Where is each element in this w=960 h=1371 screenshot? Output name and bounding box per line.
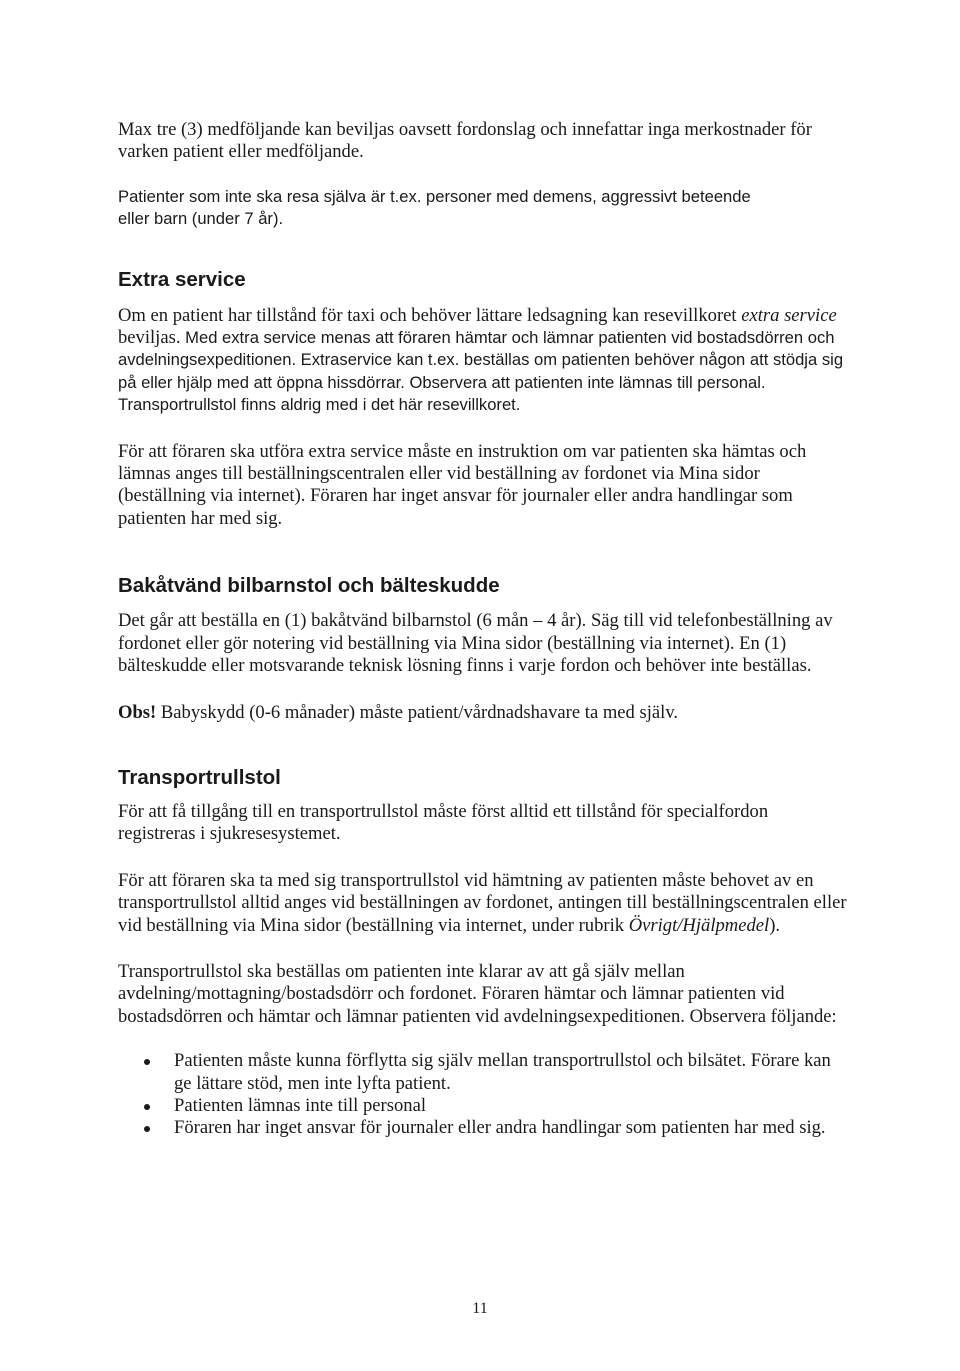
wheelchair-emphasis: Övrigt/Hjälpmedel: [628, 914, 770, 936]
extra-service-paragraph-1: [118, 305, 848, 417]
list-item-text: Föraren har inget ansvar för journaler eller andra handlingar som patienten har med sig.: [174, 1117, 826, 1139]
list-item: [118, 1095, 848, 1117]
intro-text-sans: Patienter som inte ska resa själva är t.ex. personer med demens, aggressivt beteende: [118, 186, 751, 206]
extra-service-text-c: Med extra service menas att föraren hämtar och lämnar patienten vid bostadsdörren och avdelningsexpeditionen. Extraservice kan t.ex. beställas om patienten behöver någon att stödja sig på eller hjälp med att öppna hissdörrar. Observera att patienten inte lämnas till personal. Transportrullstol finns aldrig med i det här resevillkoret.: [118, 328, 844, 415]
wheelchair-text-a: För att föraren ska ta med sig transportrullstol vid hämtning av patienten måste behovet av en transportrullstol alltid anges vid beställningen av fordonet, antingen till beställningscentralen eller vid beställning via Mina sidor (beställning via internet, under rubrik: [118, 869, 847, 936]
wheelchair-paragraph-1: För att få tillgång till en transportrullstol måste först alltid ett tillstånd för specialfordon registreras i sjukresesystemet.: [118, 800, 769, 845]
extra-service-heading: Extra service: [118, 267, 246, 291]
bullet-icon: [144, 1126, 150, 1132]
page-number: 11: [472, 1300, 488, 1317]
wheelchair-heading: Transportrullstol: [118, 765, 281, 789]
obs-paragraph: [118, 702, 848, 724]
child-seat-heading: Bakåtvänd bilbarnstol och bälteskudde: [118, 574, 500, 598]
extra-service-text-b: beviljas.: [118, 327, 181, 349]
extra-service-text-a: Om en patient har tillstånd för taxi och behöver lättare ledsagning kan resevillkoret: [118, 304, 737, 326]
list-item-text: Patienten lämnas inte till personal: [174, 1094, 426, 1116]
intro-paragraph-companions: Max tre (3) medföljande kan beviljas oavsett fordonslag och innefattar inga merkostnader för varken patient eller medföljande.: [118, 119, 812, 163]
intro-paragraph-patients: [118, 186, 848, 231]
extra-service-paragraph-2: För att föraren ska utföra extra service måste en instruktion om var patienten ska hämtas och lämnas anges till beställningscentralen eller vid beställning av fordonet via Mina sidor (beställning via internet). Föraren har inget ansvar för journaler eller andra handlingar som patienten har med sig.: [118, 440, 807, 529]
obs-text: Babyskydd (0-6 månader) måste patient/vårdnadshavare ta med själv.: [160, 701, 679, 723]
list-item: [118, 1050, 848, 1095]
list-item: [118, 1117, 848, 1139]
bullet-icon: [144, 1104, 150, 1110]
intro-text-sans-2: eller barn (under 7 år).: [118, 209, 284, 229]
obs-label: Obs!: [118, 701, 157, 723]
child-seat-paragraph: Det går att beställa en (1) bakåtvänd bilbarnstol (6 mån – 4 år). Säg till vid telefonbeställning av fordonet eller gör notering vid beställning via Mina sidor (beställning via internet). En (1) bälteskudde eller motsvarande teknisk lösning finns i varje fordon och behöver inte beställas.: [118, 610, 833, 677]
list-item-text: Patienten måste kunna förflytta sig själv mellan transportrullstol och bilsätet. Förare kan ge lättare stöd, men inte lyfta patient.: [174, 1050, 831, 1094]
wheelchair-rules-list: [118, 1050, 848, 1140]
wheelchair-paragraph-3: Transportrullstol ska beställas om patienten inte klarar av att gå själv mellan avdelning/mottagning/bostadsdörr och fordonet. Föraren hämtar och lämnar patienten vid bostadsdörren och hämtar och lämnar patienten vid avdelningsexpeditionen. Observera följande:: [118, 960, 837, 1027]
bullet-icon: [144, 1059, 150, 1065]
page-content: [118, 119, 848, 1140]
wheelchair-paragraph-2: [118, 870, 848, 937]
wheelchair-text-b: ).: [769, 914, 781, 936]
extra-service-emphasis: extra service: [741, 304, 837, 326]
